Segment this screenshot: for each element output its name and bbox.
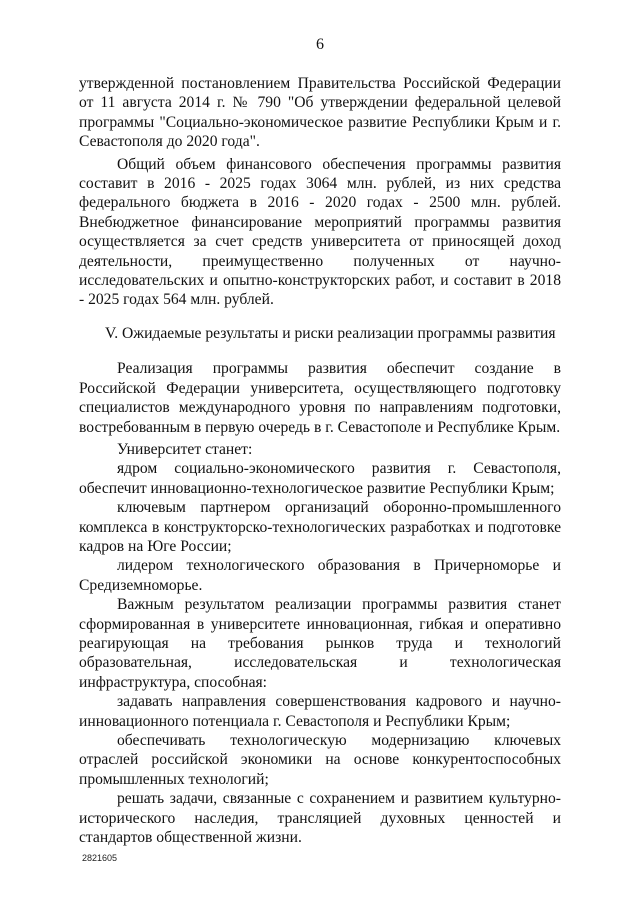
list-item-key-partner: ключевым партнером организаций оборонно-промышленного комплекса в конструкторско-технологических разработках и подготовке кадров на Юге России; — [79, 499, 561, 555]
list-item-modernization: обеспечивать технологическую модернизацию ключевых отраслей российской экономики на основе конкурентоспособных промышленных технологий; — [79, 732, 561, 788]
paragraph-financing: Общий объем финансового обеспечения программы развития составит в 2016 - 2025 годах 3064 млн. рублей, из них средства федерального бюджета в 2016 - 2020 годах - 2500 млн. рублей. Внебюджетное финансирование мероприятий программы развития осуществляется за счет средств университета от приносящей доход деятельности, преимущественно полученных от научно-исследовательских и опытно-конструкторских работ, и составит в 2018 - 2025 годах 564 млн. рублей. — [79, 155, 561, 309]
document-body — [79, 74, 561, 847]
list-item-leader: лидером технологического образования в Причерноморье и Средиземноморье. — [79, 557, 561, 594]
list-item-set-directions: задавать направления совершенствования кадрового и научно-инновационного потенциала г. Севастополя и Республики Крым; — [79, 693, 561, 730]
document-code: 2821605 — [82, 853, 118, 863]
list-item-core: ядром социально-экономического развития г. Севастополя, обеспечит инновационно-технологическое развитие Республики Крым; — [79, 460, 561, 497]
paragraph-important-result: Важным результатом реализации программы развития станет сформированная в университете инновационная, гибкая и оперативно реагирующая на требования рынков труда и технологий образовательная, исследовательская и технологическая инфраструктура, способная: — [79, 596, 561, 691]
section-heading: V. Ожидаемые результаты и риски реализации программы развития — [105, 324, 556, 342]
paragraph-university-will-become: Университет станет: — [117, 440, 253, 458]
paragraph-decree-reference: утвержденной постановлением Правительства Российской Федерации от 11 августа 2014 г. № 790 "Об утверждении федеральной целевой программы "Социально-экономическое развитие Республики Крым и г. Севастополя до 2020 года". — [79, 75, 561, 151]
paragraph-program-outcome: Реализация программы развития обеспечит создание в Российской Федерации университета, осуществляющего подготовку специалистов международного уровня по направлениям подготовки, востребованным в первую очередь в г. Севастополе и Республике Крым. — [79, 360, 561, 436]
page-number: 6 — [316, 36, 324, 53]
list-item-cultural-heritage: решать задачи, связанные с сохранением и развитием культурно-исторического наследия, трансляцией духовных ценностей и стандартов общественной жизни. — [79, 790, 561, 847]
